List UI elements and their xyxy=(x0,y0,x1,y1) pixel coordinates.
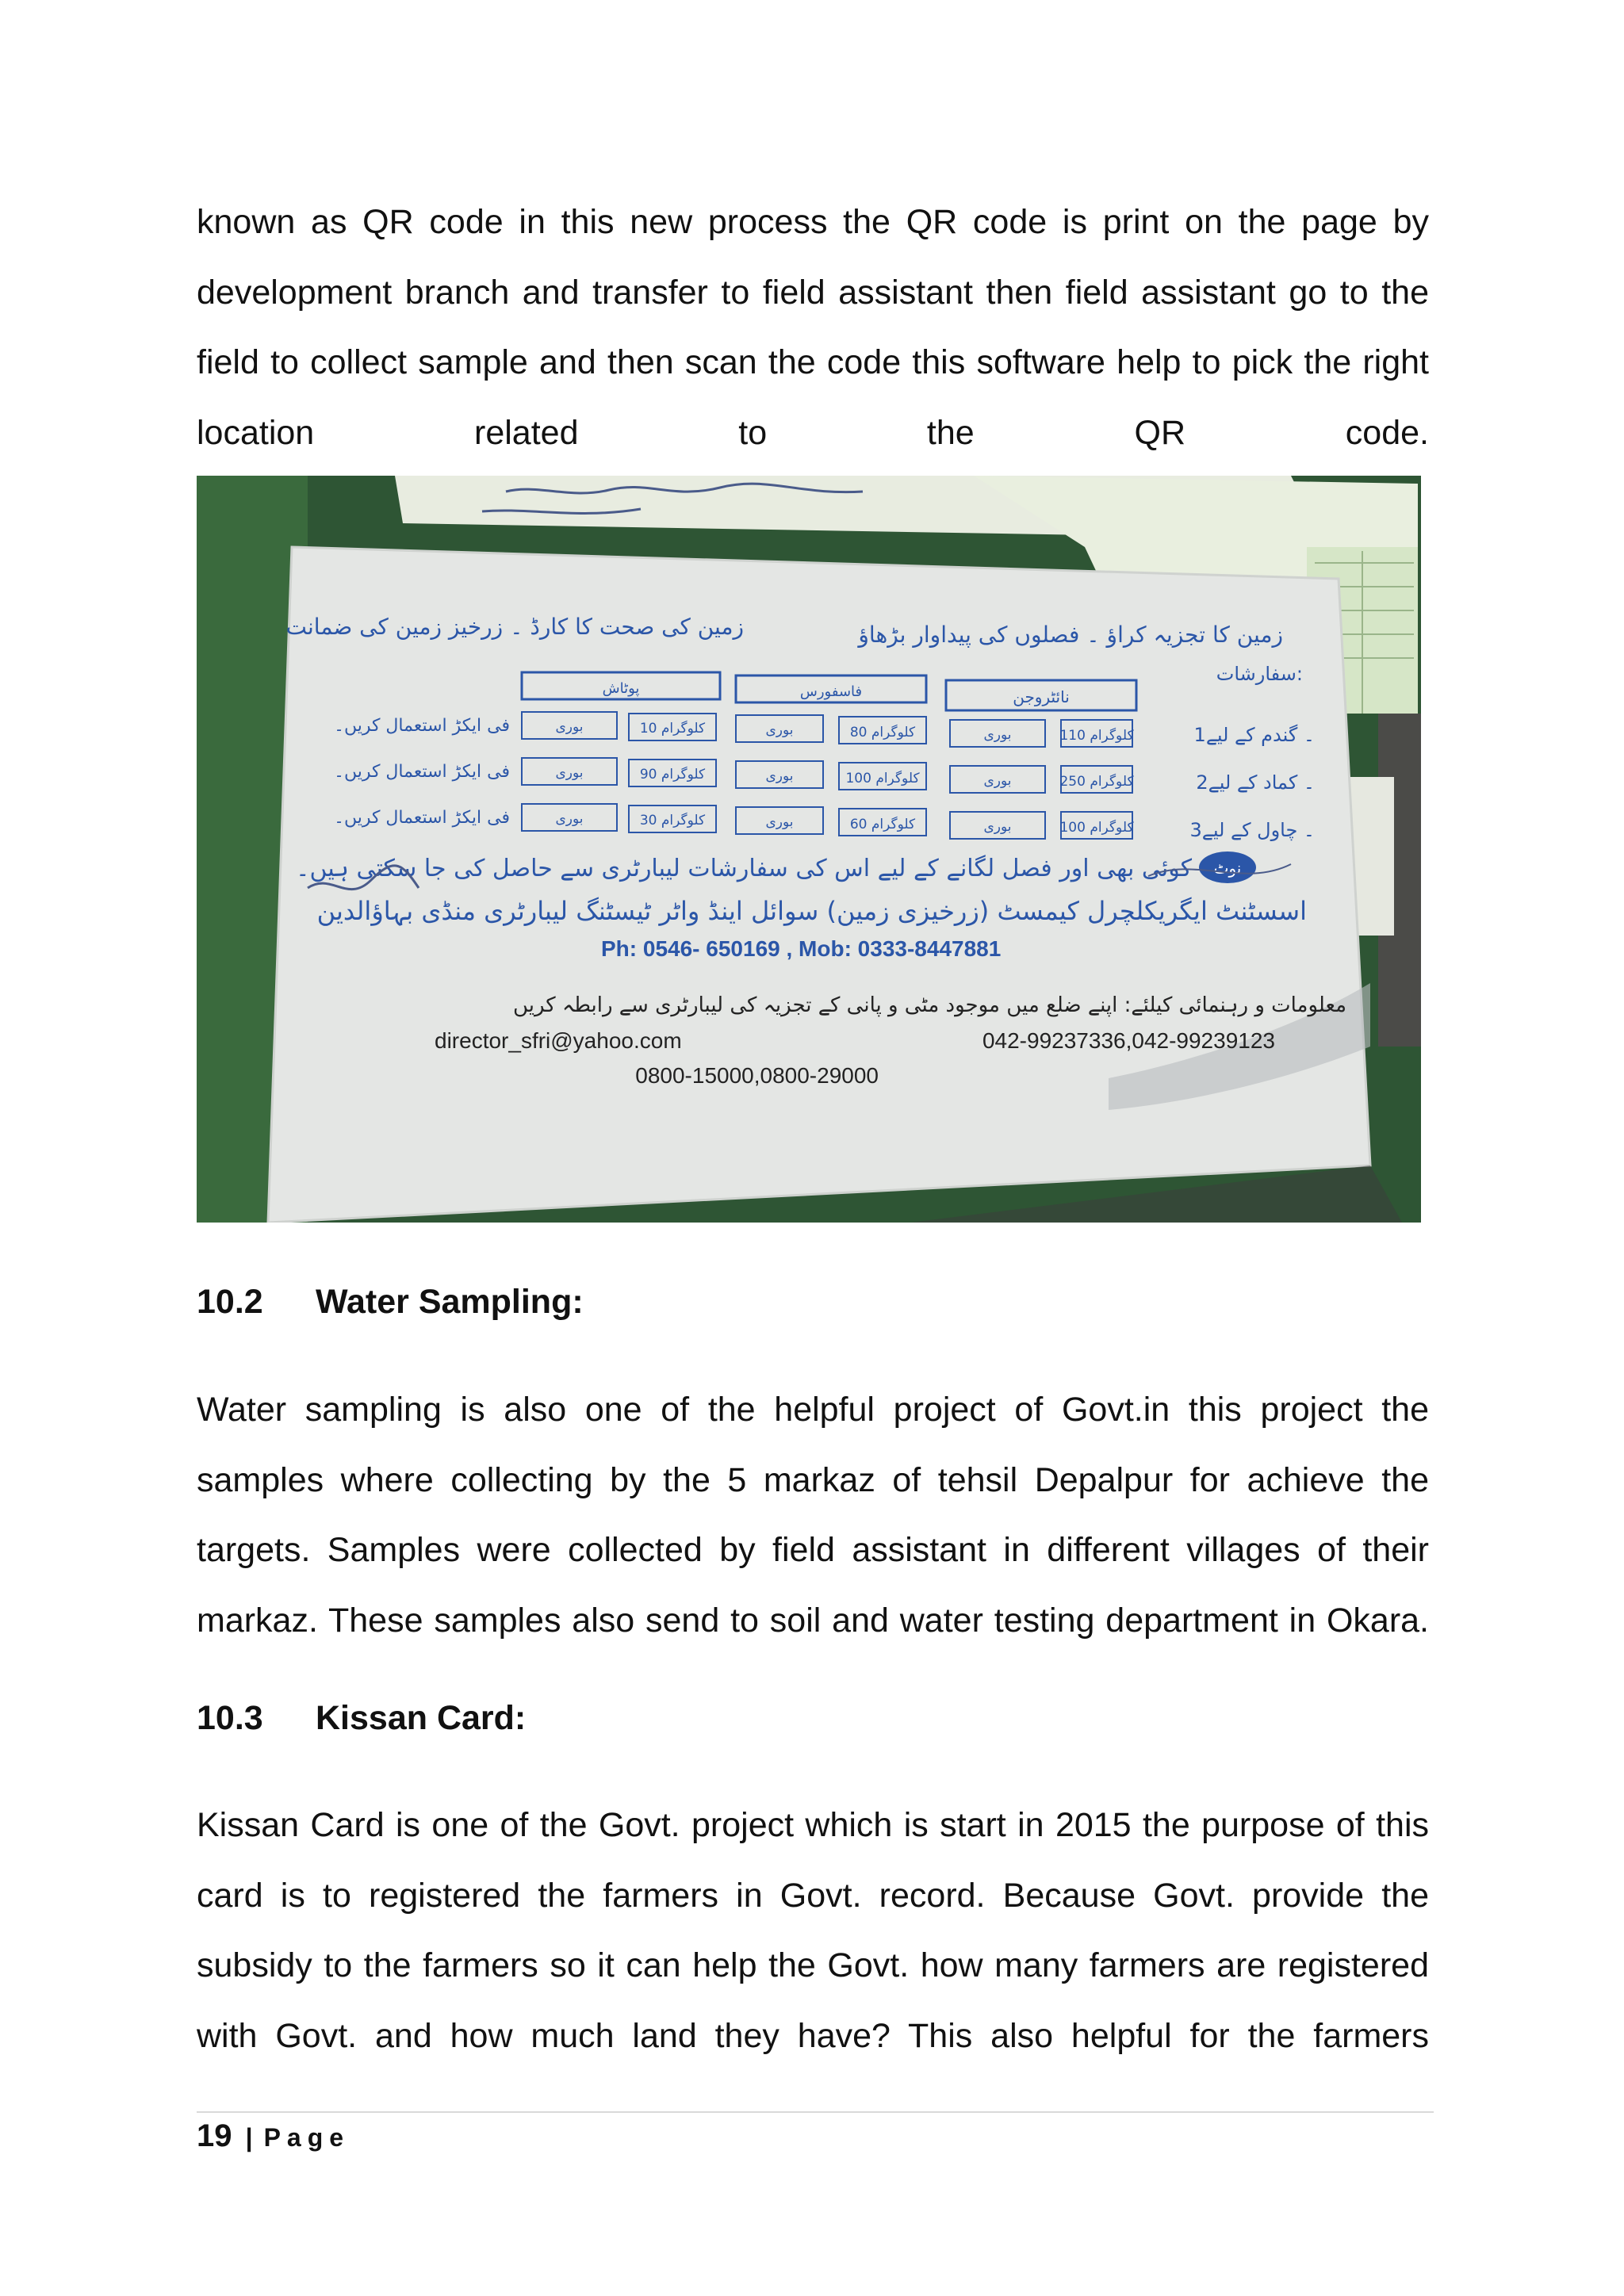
lab-phone: Ph: 0546- 650169 , Mob: 0333-8447881 xyxy=(601,936,1002,961)
recommendations-label: سفارشات: xyxy=(1216,663,1303,685)
bag-label: بوری xyxy=(765,768,794,784)
header-phosphorus: فاسفورس xyxy=(799,683,863,700)
usage-note: فی ایکڑ استعمال کریں۔ xyxy=(334,808,510,828)
card-title-right: زمین کا تجزیہ کراؤ ۔ فصلوں کی پیداوار بڑھاؤ xyxy=(858,622,1283,648)
bag-label: بوری xyxy=(555,811,584,827)
nitrogen-value: 100 کلوگرام xyxy=(1059,820,1134,836)
footer-divider xyxy=(197,2111,1434,2113)
card-title-left: زمین کی صحت کا کارڈ ۔ زرخیز زمین کی ضمانت xyxy=(285,614,744,640)
info-line: معلومات و رہنمائی کیلئے: اپنے ضلع میں موجود مٹی و پانی کے تجزیہ کی لیبارٹری سے رابطہ کریں xyxy=(512,993,1346,1017)
bag-label: بوری xyxy=(983,819,1012,835)
page-footer xyxy=(197,2118,350,2154)
info-helpline: 0800-15000,0800-29000 xyxy=(635,1063,879,1088)
intro-line: location related to the QR code. xyxy=(197,413,1429,452)
potash-value: 30 کلوگرام xyxy=(639,813,706,828)
header-potash: پوٹاش xyxy=(602,680,640,697)
section-number: 10.3 xyxy=(197,1699,263,1737)
kissan-line: subsidy to the farmers so it can help the Govt. how many farmers are registered xyxy=(197,1946,1429,1984)
section-number: 10.2 xyxy=(197,1283,263,1321)
bag-label: بوری xyxy=(983,727,1012,743)
kissan-line: with Govt. and how much land they have? This also helpful for the farmers xyxy=(197,2016,1429,2055)
water-line: markaz. These samples also send to soil and water testing department in Okara. xyxy=(197,1601,1429,1640)
note-text: کوئی بھی اور فصل لگانے کے لیے اس کی سفارشات لیبارٹری سے حاصل کی جا سکتی ہیں۔ xyxy=(295,855,1192,882)
info-phones: 042-99237336,042-99239123 xyxy=(982,1028,1275,1053)
nitrogen-value: 250 کلوگرام xyxy=(1059,774,1134,790)
section-title: Kissan Card: xyxy=(316,1699,527,1737)
water-line: targets. Samples were collected by field assistant in different villages of their xyxy=(197,1531,1429,1569)
page-separator: | xyxy=(245,2123,259,2152)
intro-line: development branch and transfer to field assistant then field assistant go to the xyxy=(197,273,1429,312)
header-nitrogen: نائٹروجن xyxy=(1013,687,1070,706)
nitrogen-value: 110 کلوگرام xyxy=(1059,728,1134,744)
bag-label: بوری xyxy=(555,719,584,735)
crop-label: 1۔ گندم کے لیے xyxy=(1193,724,1315,746)
potash-value: 90 کلوگرام xyxy=(639,767,706,783)
section-title: Water Sampling: xyxy=(316,1283,584,1321)
page-label: Page xyxy=(263,2123,350,2152)
page-number: 19 xyxy=(197,2118,232,2153)
crop-label: 2۔ کماد کے لیے xyxy=(1196,771,1315,794)
soil-health-card-photo xyxy=(197,476,1421,1223)
info-email: director_sfri@yahoo.com xyxy=(435,1028,682,1053)
water-line: Water sampling is also one of the helpful project of Govt.in this project the xyxy=(197,1391,1429,1429)
intro-line: field to collect sample and then scan the code this software help to pick the right xyxy=(197,343,1429,381)
water-sampling-paragraph xyxy=(197,1375,1429,1655)
potash-value: 10 کلوگرام xyxy=(639,721,706,737)
kissan-card-paragraph xyxy=(197,1790,1429,2071)
crop-label: 3۔ چاول کے لیے xyxy=(1189,819,1315,841)
kissan-line: Kissan Card is one of the Govt. project which is start in 2015 the purpose of this xyxy=(197,1806,1429,1844)
intro-line: known as QR code in this new process the QR code is print on the page by xyxy=(197,203,1429,241)
phosphorus-value: 60 کلوگرام xyxy=(849,817,916,832)
bag-label: بوری xyxy=(555,765,584,781)
section-heading-water-sampling xyxy=(197,1283,584,1322)
usage-note: فی ایکڑ استعمال کریں۔ xyxy=(334,716,510,736)
intro-paragraph xyxy=(197,187,1429,468)
phosphorus-value: 100 کلوگرام xyxy=(845,771,920,786)
phosphorus-value: 80 کلوگرام xyxy=(849,725,916,740)
bag-label: بوری xyxy=(765,814,794,830)
note-badge: نوٹ xyxy=(1213,859,1242,878)
bag-label: بوری xyxy=(983,773,1012,789)
section-heading-kissan-card xyxy=(197,1699,526,1738)
lab-address: اسسٹنٹ ایگریکلچرل کیمسٹ (زرخیزی زمین) سوائل اینڈ واٹر ٹیسٹنگ لیبارٹری منڈی بہاؤالدین xyxy=(316,896,1307,926)
usage-note: فی ایکڑ استعمال کریں۔ xyxy=(334,762,510,782)
kissan-line: card is to registered the farmers in Govt. record. Because Govt. provide the xyxy=(197,1876,1429,1915)
water-line: samples where collecting by the 5 markaz of tehsil Depalpur for achieve the xyxy=(197,1460,1429,1499)
bag-label: بوری xyxy=(765,722,794,738)
